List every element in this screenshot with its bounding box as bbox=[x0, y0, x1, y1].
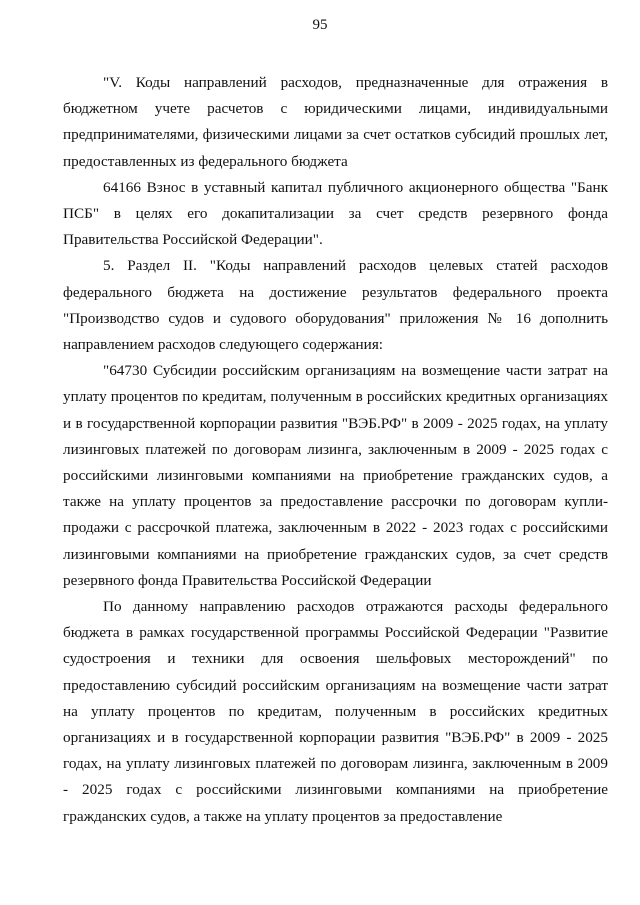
paragraph-code-64166: 64166 Взнос в уставный капитал публичного акционерного общества "Банк ПСБ" в целях его докапитализации за счет средств резервного фонда Правительства Российской Федерации". bbox=[63, 178, 608, 249]
paragraph-item-5: 5. Раздел II. "Коды направлений расходов целевых статей расходов федерального бюджета на достижение результатов федерального проекта "Производство судов и судового оборудования" приложения № 16 дополнить направлением расходов следующего содержания: bbox=[63, 257, 608, 354]
document-body bbox=[63, 70, 608, 830]
paragraph-code-64730: "64730 Субсидии российским организациям на возмещение части затрат на уплату процентов по кредитам, полученным в российских кредитных организациях и в государственной корпорации развития "ВЭБ.РФ" в 2009 - 2025 годах, на уплату лизинговых платежей по договорам лизинга, заключенным в 2009 - 2025 годах с российскими лизинговыми компаниями на приобретение гражданских судов, а также на уплату процентов за предоставление рассрочки по договорам купли-продажи с рассрочкой платежа, заключенным в 2022 - 2023 годах с российскими лизинговыми компаниями на приобретение гражданских судов, за счет средств резервного фонда Правительства Российской Федерации bbox=[63, 362, 608, 589]
page-number: 95 bbox=[312, 17, 328, 33]
paragraph-code-64730-description: По данному направлению расходов отражаются расходы федерального бюджета в рамках государственной программы Российской Федерации "Развитие судостроения и техники для освоения шельфовых месторождений" по предоставлению субсидий российским организациям на возмещение части затрат на уплату процентов по кредитам, полученным в российских кредитных организациях и в государственной корпорации развития "ВЭБ.РФ" в 2009 - 2025 годах, на уплату лизинговых платежей по договорам лизинга, заключенным в 2009 - 2025 годах с российскими лизинговыми компаниями на приобретение гражданских судов, а также на уплату процентов за предоставление bbox=[63, 598, 608, 825]
paragraph-section-v-heading: "V. Коды направлений расходов, предназначенные для отражения в бюджетном учете расчетов с юридическими лицами, индивидуальными предпринимателями, физическими лицами за счет остатков субсидий прошлых лет, предоставленных из федерального бюджета bbox=[63, 74, 608, 170]
